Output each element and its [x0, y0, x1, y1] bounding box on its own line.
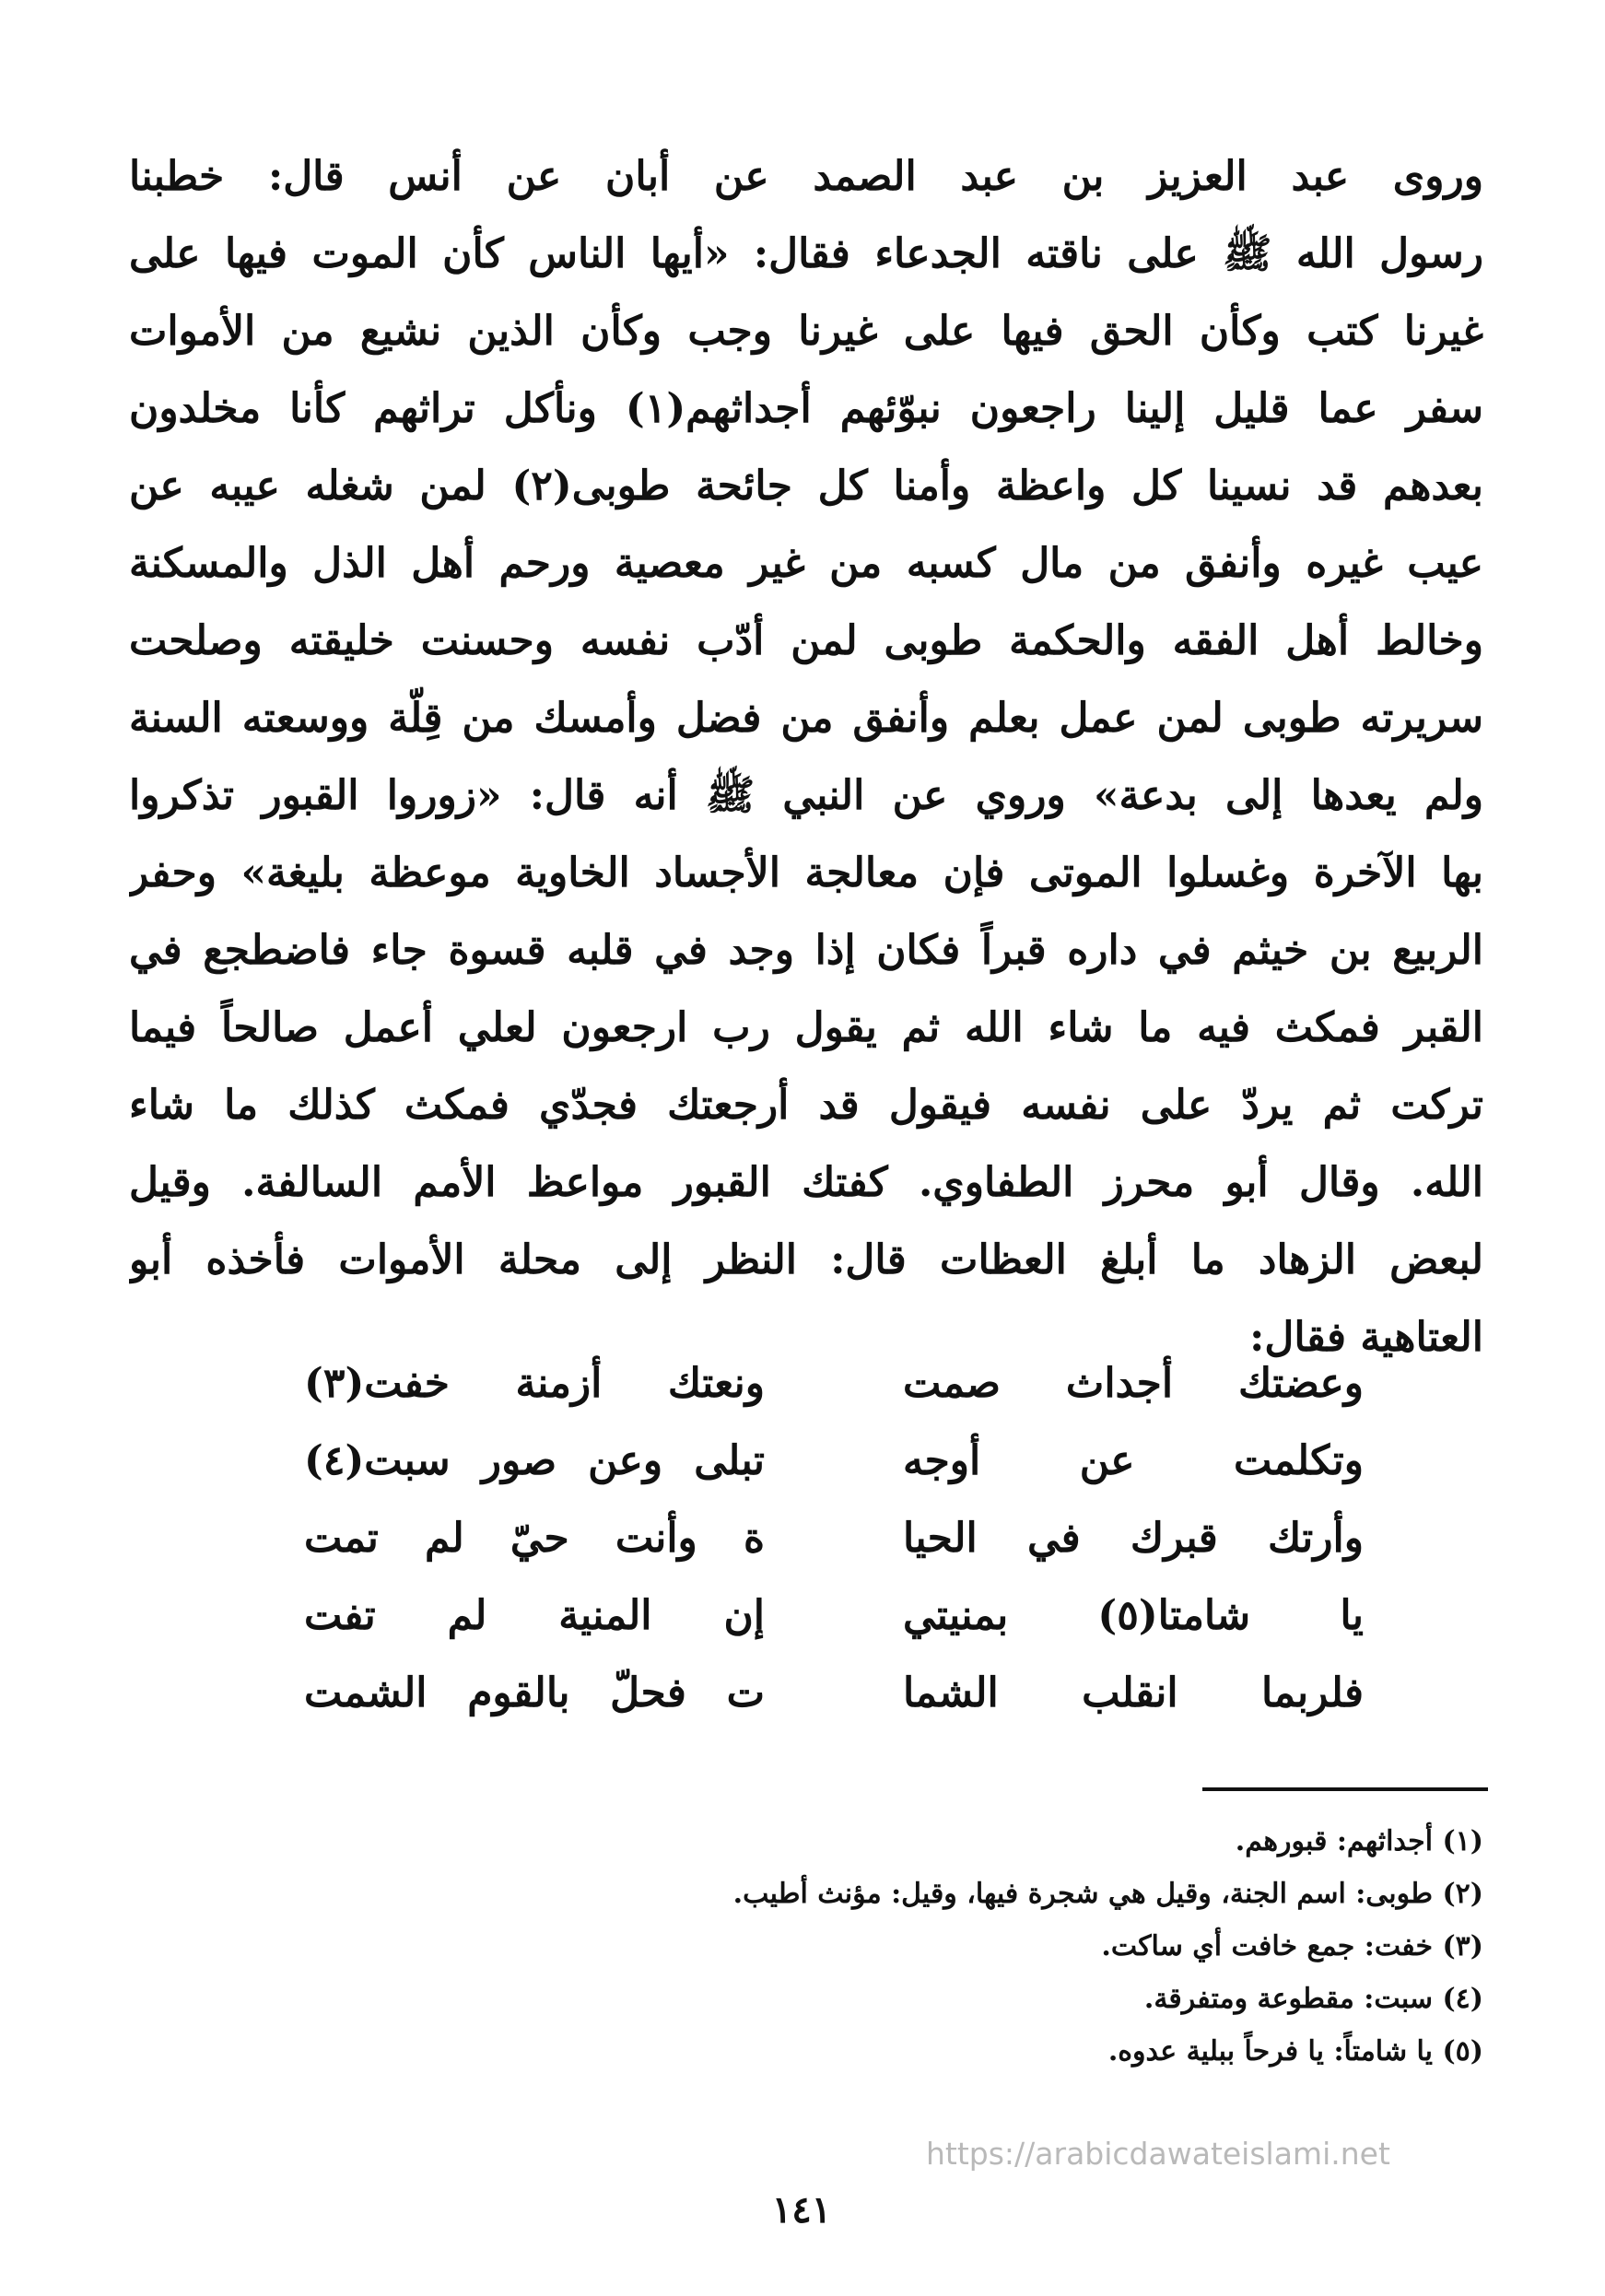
page-number: ١٤١	[771, 2188, 832, 2232]
body-line: غيرنا كتب وكأن الحق فيها على غيرنا وجب وكأن الذين نشيع من الأموات	[129, 308, 1483, 355]
body-line: تركت ثم يردّ على نفسه فيقول قد أرجعتك فجدّي فمكث كذلك ما شاء	[129, 1082, 1483, 1129]
poem-hemistich-first: وعضتك أجداث صمت	[903, 1360, 1364, 1407]
poem-hemistich-first: وأرتك قبرك في الحيا	[903, 1515, 1364, 1562]
watermark-url: https://arabicdawateislami.net	[926, 2136, 1390, 2172]
body-line: القبر فمكث فيه ما شاء الله ثم يقول رب ارجعون لعلي أعمل صالحاً فيما	[129, 1004, 1483, 1051]
poem-hemistich-second: ة وأنت حيّ لم تمت	[304, 1515, 765, 1562]
footnote: (٣) خفت: جمع خافت أي ساكت.	[1101, 1930, 1483, 1962]
body-line: عيب غيره وأنفق من مال كسبه من غير معصية ورحم أهل الذل والمسكنة	[129, 540, 1483, 587]
poem-hemistich-first: وتكلمت عن أوجه	[903, 1437, 1364, 1484]
poem-verse	[304, 1500, 1364, 1577]
body-line: لبعض الزهاد ما أبلغ العظات قال: النظر إلى محلة الأموات فأخذه أبو	[129, 1236, 1483, 1283]
poem-verse	[304, 1423, 1364, 1500]
body-line: بعدهم قد نسينا كل واعظة وأمنا كل جائحة طوبى(٢) لمن شغله عيبه عن	[129, 463, 1483, 510]
body-line: الله. وقال أبو محرز الطفاوي. كفتك القبور مواعظ الأمم السالفة. وقيل	[129, 1159, 1483, 1206]
body-line: بها الآخرة وغسلوا الموتى فإن معالجة الأجساد الخاوية موعظة بليغة» وحفر	[129, 849, 1483, 896]
body-line: سريرته طوبى لمن عمل بعلم وأنفق من فضل وأمسك من قِلّة ووسعته السنة	[129, 695, 1483, 742]
poem-hemistich-first: يا شامتا(٥) بمنيتي	[903, 1592, 1364, 1639]
poem	[304, 1345, 1364, 1732]
body-line: وروى عبد العزيز بن عبد الصمد عن أبان عن أنس قال: خطبنا	[129, 153, 1483, 200]
footnote: (٥) يا شامتاً: يا فرحاً ببلية عدوه.	[1107, 2035, 1483, 2068]
poem-verse	[304, 1577, 1364, 1655]
body-line: سفر عما قليل إلينا راجعون نبوّئهم أجداثهم(١) ونأكل تراثهم كأنا مخلدون	[129, 385, 1483, 432]
body-line: ولم يعدها إلى بدعة» وروي عن النبي ﷺ أنه قال: «زوروا القبور تذكروا	[129, 772, 1483, 819]
poem-hemistich-second: ت فحلّ بالقوم الشمت	[304, 1669, 765, 1716]
poem-verse	[304, 1345, 1364, 1423]
body-line: رسول الله ﷺ على ناقته الجدعاء فقال: «أيها الناس كأن الموت فيها على	[129, 230, 1483, 277]
footnote: (٢) طوبى: اسم الجنة، وقيل هي شجرة فيها، وقيل: مؤنث أطيب.	[732, 1878, 1483, 1910]
footnote: (١) أجداثهم: قبورهم.	[1235, 1825, 1483, 1857]
poem-verse	[304, 1655, 1364, 1732]
footnote: (٤) سبت: مقطوعة ومتفرقة.	[1143, 1983, 1483, 2015]
poem-hemistich-first: فلربما انقلب الشما	[903, 1669, 1364, 1716]
body-line: وخالط أهل الفقه والحكمة طوبى لمن أدّب نفسه وحسنت خليقته وصلحت	[129, 617, 1483, 664]
body-line: العتاهية فقال:	[1249, 1314, 1483, 1361]
body-line: الربيع بن خيثم في داره قبراً فكان إذا وجد في قلبه قسوة جاء فاضطجع في	[129, 927, 1483, 974]
footnotes	[184, 1815, 1483, 2078]
footnote-separator	[1202, 1787, 1488, 1791]
body-text	[129, 138, 1483, 1376]
poem-hemistich-second: تبلى وعن صور سبت(٤)	[304, 1437, 765, 1484]
poem-hemistich-second: ونعتك أزمنة خفت(٣)	[304, 1360, 765, 1407]
poem-hemistich-second: إن المنية لم تفت	[304, 1592, 765, 1639]
